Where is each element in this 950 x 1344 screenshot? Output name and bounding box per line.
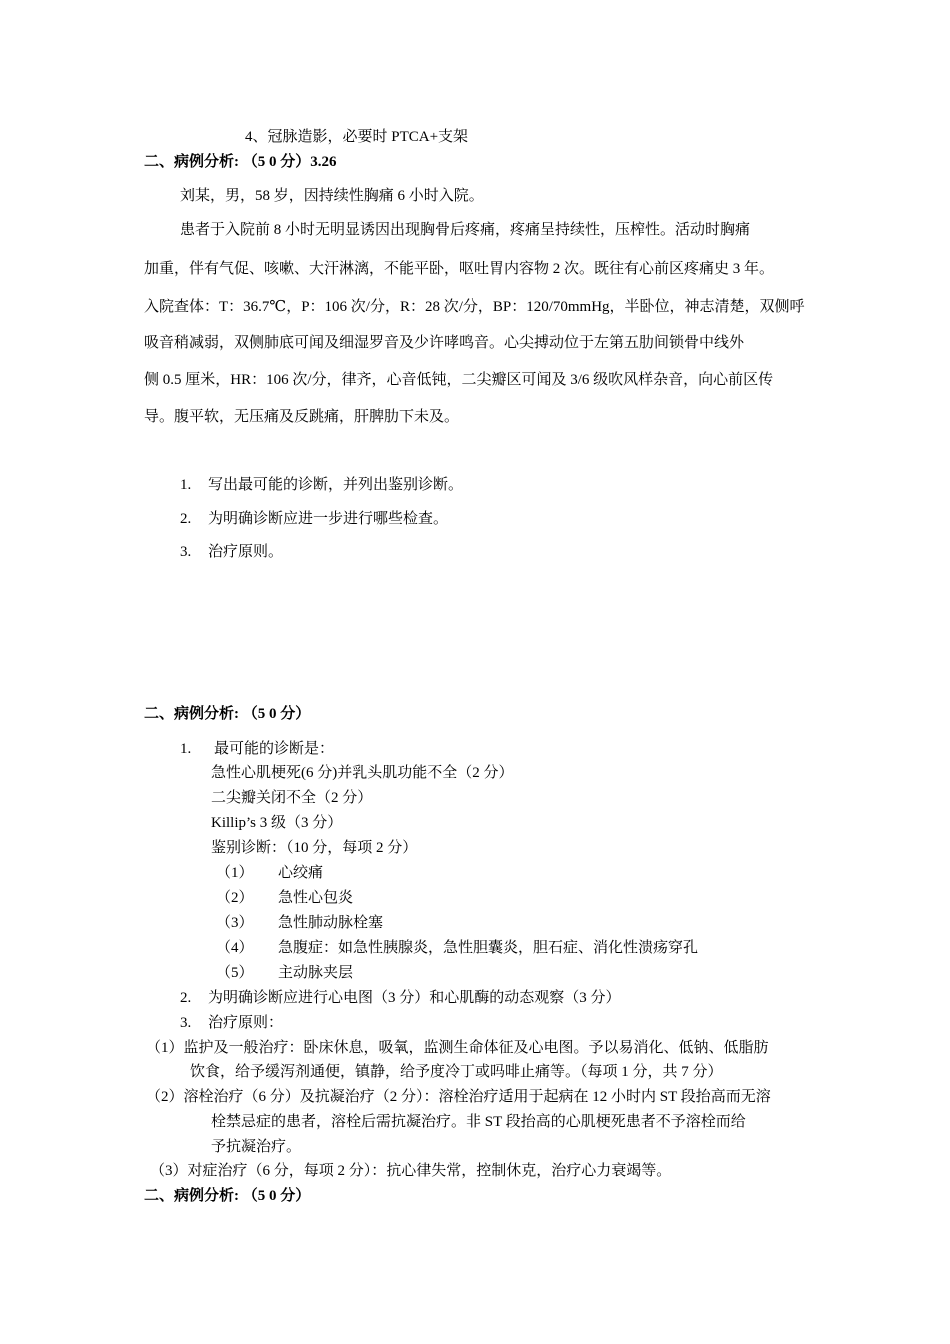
differential-number: （4） — [216, 940, 254, 956]
differential-text: 主动脉夹层 — [278, 965, 354, 981]
question-3 — [180, 542, 283, 562]
differential-item-4 — [216, 938, 698, 958]
answer-1-heading — [180, 739, 334, 759]
question-text: 为明确诊断应进一步进行哪些检查。 — [208, 511, 449, 527]
differential-text: 急性肺动脉栓塞 — [278, 915, 384, 931]
differential-text: 急性心包炎 — [278, 890, 354, 906]
answer-3 — [180, 1013, 283, 1033]
question-2 — [180, 509, 448, 529]
treatment-line-6: （3）对症治疗（6 分，每项 2 分）：抗心律失常，控制休克，治疗心力衰竭等。 — [150, 1163, 672, 1179]
question-text: 治疗原则。 — [208, 544, 284, 560]
differential-item-5 — [216, 963, 353, 983]
differential-text: 急腹症：如急性胰腺炎，急性胆囊炎，胆石症、消化性溃疡穿孔 — [278, 940, 699, 956]
differential-text: 心绞痛 — [278, 865, 324, 881]
question-number: 1. — [180, 477, 192, 493]
treatment-line-2: 饮食，给予缓泻剂通便，镇静，给予度冷丁或吗啡止痛等。（每项 1 分，共 7 分） — [190, 1064, 723, 1080]
differential-number: （1） — [216, 865, 254, 881]
diagnosis-line-1: 急性心肌梗死(6 分)并乳头肌功能不全（2 分） — [211, 765, 514, 781]
section-heading-case: 二、病例分析: （5 0 分）3.26 — [144, 154, 337, 170]
case-intro: 刘某，男，58 岁，因持续性胸痛 6 小时入院。 — [180, 188, 484, 204]
treatment-line-4: 栓禁忌症的患者，溶栓后需抗凝治疗。非 ST 段抬高的心肌梗死患者不予溶栓而给 — [211, 1114, 746, 1130]
question-number: 2. — [180, 511, 192, 527]
case-line-6: 导。腹平软，无压痛及反跳痛，肝脾肋下未及。 — [144, 409, 460, 425]
section-heading-next: 二、病例分析: （5 0 分） — [144, 1188, 311, 1204]
question-text: 写出最可能的诊断，并列出鉴别诊断。 — [208, 477, 464, 493]
treatment-line-5: 予抗凝治疗。 — [211, 1139, 302, 1155]
case-line-2: 加重，伴有气促、咳嗽、大汗淋漓，不能平卧，呕吐胃内容物 2 次。既往有心前区疼痛史 3 年。 — [144, 261, 775, 277]
case-line-5: 侧 0.5 厘米，HR：106 次/分，律齐，心音低钝，二尖瓣区可闻及 3/6 级吹风样杂音，向心前区传 — [144, 372, 774, 388]
differential-number: （2） — [216, 890, 254, 906]
question-1 — [180, 475, 463, 495]
question-number: 3. — [180, 544, 192, 560]
answer-number: 2. — [180, 990, 192, 1006]
differential-item-2 — [216, 888, 353, 908]
diagnosis-line-3: Killip’s 3 级（3 分） — [211, 815, 343, 831]
case-line-1: 患者于入院前 8 小时无明显诱因出现胸骨后疼痛，疼痛呈持续性，压榨性。活动时胸痛 — [180, 222, 751, 238]
case-line-4: 吸音稍减弱，双侧肺底可闻及细湿罗音及少许哮鸣音。心尖搏动位于左第五肋间锁骨中线外 — [144, 335, 745, 351]
answer-title: 最可能的诊断是： — [214, 741, 335, 757]
differential-item-1 — [216, 863, 323, 883]
section-heading-answer: 二、病例分析: （5 0 分） — [144, 706, 311, 722]
treatment-line-1: （1）监护及一般治疗：卧床休息，吸氧，监测生命体征及心电图。予以易消化、低钠、低脂肪 — [146, 1040, 769, 1056]
top-list-item: 4、冠脉造影，必要时 PTCA+支架 — [245, 129, 469, 145]
answer-text: 为明确诊断应进行心电图（3 分）和心肌酶的动态观察（3 分） — [208, 990, 621, 1006]
treatment-line-3: （2）溶栓治疗（6 分）及抗凝治疗（2 分）：溶栓治疗适用于起病在 12 小时内 ST 段抬高而无溶 — [146, 1089, 771, 1105]
differential-heading: 鉴别诊断：（10 分，每项 2 分） — [211, 840, 418, 856]
diagnosis-line-2: 二尖瓣关闭不全（2 分） — [211, 790, 373, 806]
answer-number: 3. — [180, 1015, 192, 1031]
answer-number: 1. — [180, 741, 192, 757]
answer-text: 治疗原则： — [208, 1015, 284, 1031]
case-line-3: 入院查体：T：36.7℃，P：106 次/分，R：28 次/分，BP：120/70mmHg，半卧位，神志清楚，双侧呼 — [144, 299, 805, 315]
answer-2 — [180, 988, 621, 1008]
differential-item-3 — [216, 913, 383, 933]
differential-number: （5） — [216, 965, 254, 981]
differential-number: （3） — [216, 915, 254, 931]
